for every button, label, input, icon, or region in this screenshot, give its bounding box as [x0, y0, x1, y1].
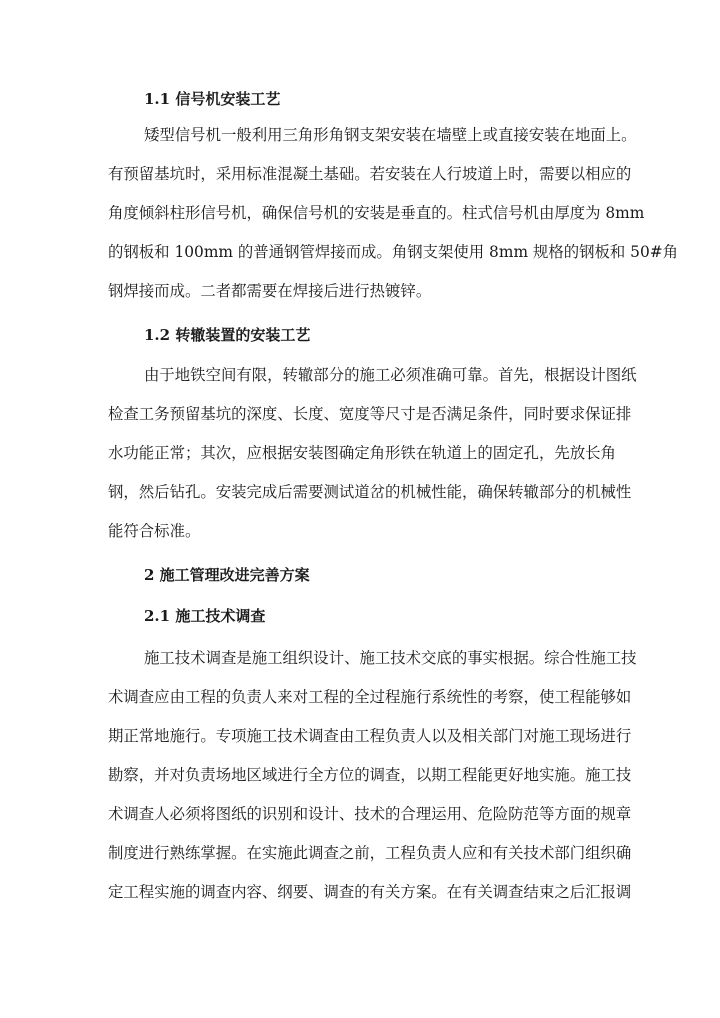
paragraph-1-1	[108, 123, 679, 318]
paragraph-line: 由于地铁空间有限，转辙部分的施工必须准确可靠。首先，根据设计图纸	[144, 366, 637, 384]
paragraph-line: 制度进行熟练掌握。在实施此调查之前，工程负责人应和有关技术部门组织确	[108, 844, 632, 862]
paragraph-line: 有预留基坑时，采用标准混凝土基础。若安装在人行坡道上时，需要以相应的	[108, 165, 632, 183]
section-heading-1-1: 1.1 信号机安装工艺	[144, 90, 281, 108]
paragraph-2-1	[108, 646, 637, 919]
paragraph-line: 术调查人必须将图纸的识别和设计、技术的合理运用、危险防范等方面的规章	[108, 805, 632, 823]
paragraph-line: 定工程实施的调查内容、纲要、调查的有关方案。在有关调查结束之后汇报调	[108, 883, 632, 901]
paragraph-line: 钢焊接而成。二者都需要在焊接后进行热镀锌。	[108, 282, 432, 300]
paragraph-line: 期正常地施行。专项施工技术调查由工程负责人以及相关部门对施工现场进行	[108, 727, 632, 745]
paragraph-line: 矮型信号机一般利用三角形角钢支架安装在墙壁上或直接安装在地面上。	[144, 126, 637, 144]
paragraph-line: 的钢板和 100mm 的普通钢管焊接而成。角钢支架使用 8mm 规格的钢板和 50#角	[108, 243, 679, 261]
paragraph-line: 角度倾斜柱形信号机，确保信号机的安装是垂直的。柱式信号机由厚度为 8mm	[108, 204, 645, 222]
section-heading-2: 2 施工管理改进完善方案	[144, 566, 310, 584]
paragraph-line: 检查工务预留基坑的深度、长度、宽度等尺寸是否满足条件，同时要求保证排	[108, 405, 632, 423]
paragraph-line: 施工技术调查是施工组织设计、施工技术交底的事实根据。综合性施工技	[144, 649, 637, 667]
paragraph-line: 能符合标准。	[108, 522, 201, 540]
section-heading-2-1: 2.1 施工技术调查	[144, 607, 266, 625]
paragraph-line: 勘察，并对负责场地区域进行全方位的调查，以期工程能更好地实施。施工技	[108, 766, 632, 784]
paragraph-1-2	[108, 363, 637, 558]
paragraph-line: 钢，然后钻孔。安装完成后需要测试道岔的机械性能，确保转辙部分的机械性	[108, 483, 632, 501]
paragraph-line: 术调查应由工程的负责人来对工程的全过程施行系统性的考察，使工程能够如	[108, 688, 632, 706]
section-heading-1-2: 1.2 转辙装置的安装工艺	[144, 326, 311, 344]
paragraph-line: 水功能正常；其次，应根据安装图确定角形铁在轨道上的固定孔，先放长角	[108, 444, 616, 462]
